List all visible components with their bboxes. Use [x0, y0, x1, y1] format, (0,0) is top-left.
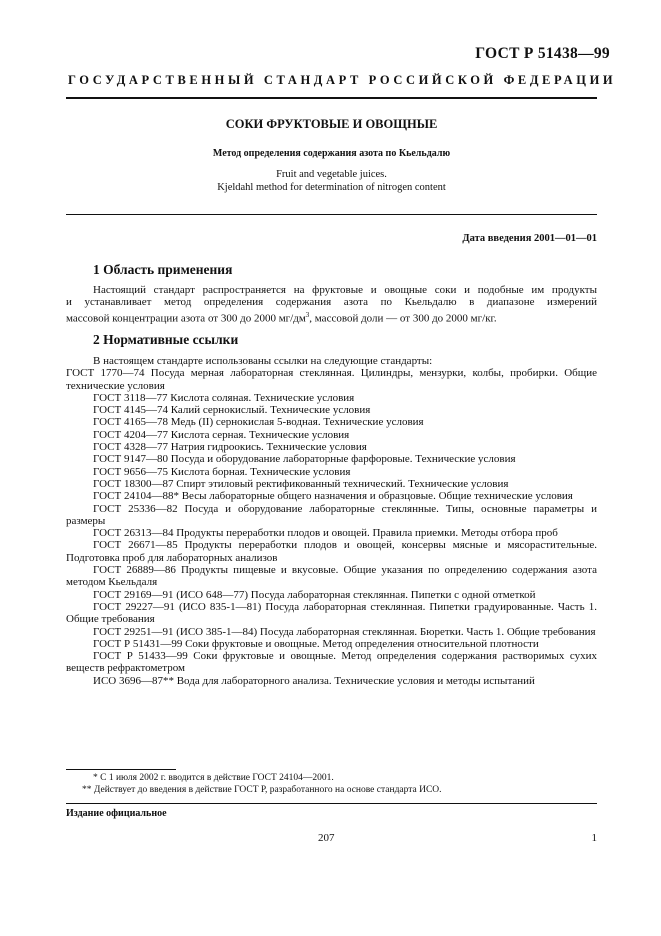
document-title: СОКИ ФРУКТОВЫЕ И ОВОЩНЫЕ	[225, 117, 438, 131]
footnote-1: * С 1 июля 2002 г. вводится в действие ГОСТ 24104—2001.	[93, 773, 334, 783]
standard-number: ГОСТ Р 51438—99	[475, 45, 610, 62]
intro-date: Дата введения 2001—01—01	[462, 233, 597, 244]
reference-item: ГОСТ Р 51431—99 Соки фруктовые и овощные. Метод определения относительной плотности	[93, 637, 539, 650]
title-rule	[66, 214, 597, 215]
footnote-2: ** Действует до введения в действие ГОСТ Р, разработанного на основе стандарта ИСО.	[82, 785, 442, 795]
reference-item: ГОСТ 3118—77 Кислота соляная. Технические условия	[93, 391, 355, 404]
page-number: 207	[318, 832, 335, 844]
reference-item: ГОСТ 26313—84 Продукты переработки плодов и овощей. Правила приемки. Методы отбора проб	[93, 527, 558, 540]
reference-item: ГОСТ 29227—91 (ИСО 835-1—81) Посуда лабораторная стеклянная. Пипетки градуированные. Часть 1. Общие требования	[66, 600, 597, 626]
reference-item: ГОСТ 26889—86 Продукты пищевые и вкусовые. Общие указания по определению содержания азота методом Кьельдаля	[66, 564, 597, 589]
section-1-heading: 1 Область применения	[93, 262, 233, 277]
section-1-text	[66, 284, 597, 325]
references-list	[66, 355, 597, 687]
footnote-rule	[66, 769, 176, 770]
reference-item: ГОСТ 4328—77 Натрия гидроокись. Технические условия	[93, 441, 367, 454]
reference-item: ГОСТ 4204—77 Кислота серная. Технические условия	[93, 428, 350, 441]
reference-item: ГОСТ 26671—85 Продукты переработки плодов и овощей, консервы мясные и мясорастительные. Подготовка проб для лабораторных анализов	[66, 539, 597, 564]
section-1-line: и устанавливает метод определения содержания азота по Кьельдалю в диапазоне измерений	[66, 296, 597, 309]
english-title	[66, 169, 597, 194]
superscript: 3	[305, 310, 310, 319]
english-title-line1: Fruit and vegetable juices.	[276, 169, 387, 180]
reference-item: ГОСТ 9147—80 Посуда и оборудование лабораторные фарфоровые. Технические условия	[93, 453, 516, 466]
reference-item: ГОСТ 24104—88* Весы лабораторные общего назначения и образцовые. Общие технические условия	[93, 490, 573, 503]
reference-item: ГОСТ 29251—91 (ИСО 385-1—84) Посуда лабораторная стеклянная. Бюретки. Часть 1. Общие требования	[93, 625, 596, 638]
section-1-line: массовой концентрации азота от 300 до 2000 $мг/дм^3$, массовой доли — от 300 до 2000 мг/кг.	[66, 310, 497, 325]
footer-rule	[66, 803, 597, 804]
section-2-heading: 2 Нормативные ссылки	[93, 332, 239, 347]
reference-item: ГОСТ 4165—78 Медь (II) сернокислая 5-водная. Технические условия	[93, 416, 424, 429]
reference-item: ГОСТ 29169—91 (ИСО 648—77) Посуда лабораторная стеклянная. Пипетки с одной отметкой	[93, 588, 536, 601]
reference-item: ГОСТ 4145—74 Калий сернокислый. Технические условия	[93, 404, 371, 417]
document-subtitle: Метод определения содержания азота по Кьельдалю	[212, 148, 451, 159]
state-standard-heading: ГОСУДАРСТВЕННЫЙ СТАНДАРТ РОССИЙСКОЙ ФЕДЕРАЦИИ	[68, 73, 617, 87]
references-intro: В настоящем стандарте использованы ссылки на следующие стандарты:	[93, 355, 433, 367]
reference-item: ИСО 3696—87** Вода для лабораторного анализа. Технические условия и методы испытаний	[93, 674, 535, 687]
reference-item: ГОСТ Р 51433—99 Соки фруктовые и овощные. Метод определения содержания растворимых сухих веществ рефрактометром	[66, 650, 597, 675]
edition-label: Издание официальное	[66, 808, 167, 819]
top-rule	[66, 97, 597, 99]
reference-item: ГОСТ 1770—74 Посуда мерная лабораторная стеклянная. Цилиндры, мензурки, колбы, пробирки. Общие технические условия	[66, 367, 597, 392]
reference-item: ГОСТ 25336—82 Посуда и оборудование лабораторные стеклянные. Типы, основные параметры и размеры	[66, 502, 597, 527]
reference-item: ГОСТ 18300—87 Спирт этиловый ректификованный технический. Технические условия	[93, 477, 509, 490]
english-title-line2: Kjeldahl method for determination of nitrogen content	[217, 181, 446, 193]
reference-item: ГОСТ 9656—75 Кислота борная. Технические условия	[93, 465, 351, 478]
section-1-line: Настоящий стандарт распространяется на фруктовые и овощные соки и подобные им продукты	[93, 284, 597, 296]
sheet-number: 1	[591, 832, 597, 844]
